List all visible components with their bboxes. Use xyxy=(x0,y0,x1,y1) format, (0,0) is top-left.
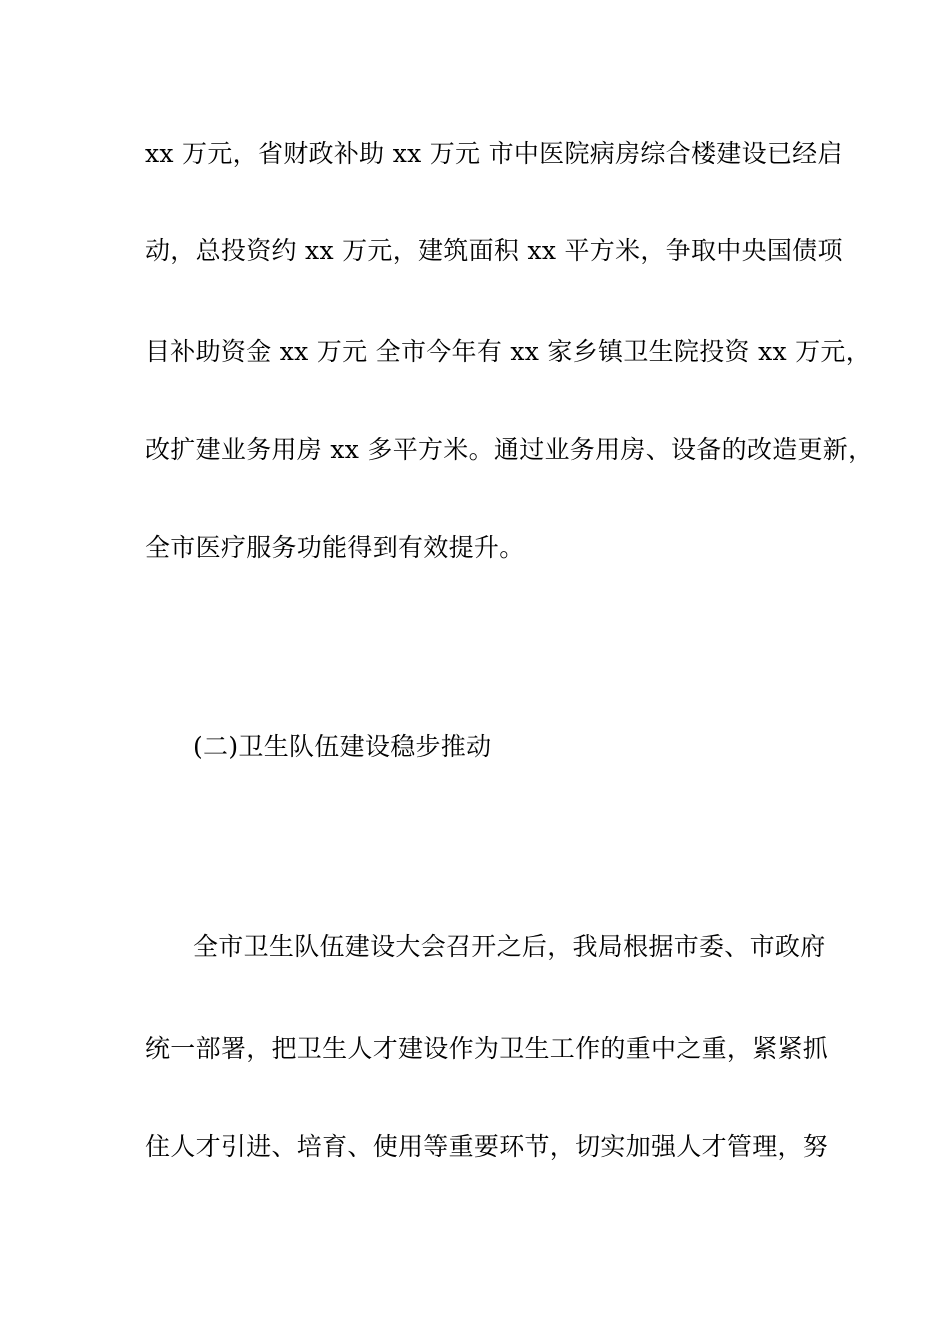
paragraph-1-line-1: xx 万元，省财政补助 xx 万元 市中医院病房综合楼建设已经启 xyxy=(145,139,843,168)
paragraph-2-line-2: 统一部署，把卫生人才建设作为卫生工作的重中之重，紧紧抓 xyxy=(145,1034,829,1063)
paragraph-1-line-5: 全市医疗服务功能得到有效提升。 xyxy=(145,533,525,562)
paragraph-2-line-1: 全市卫生队伍建设大会召开之后，我局根据市委、市政府 xyxy=(193,932,826,961)
paragraph-1-line-4: 改扩建业务用房 xx 多平方米。通过业务用房、设备的改造更新， xyxy=(145,435,874,464)
paragraph-2-line-3: 住人才引进、培育、使用等重要环节，切实加强人才管理，努 xyxy=(145,1132,829,1161)
paragraph-1-line-2: 动，总投资约 xx 万元，建筑面积 xx 平方米，争取中央国债项 xyxy=(145,236,843,265)
paragraph-1-line-3: 目补助资金 xx 万元 全市今年有 xx 家乡镇卫生院投资 xx 万元， xyxy=(145,337,872,366)
section-heading: (二)卫生队伍建设稳步推动 xyxy=(193,732,492,761)
